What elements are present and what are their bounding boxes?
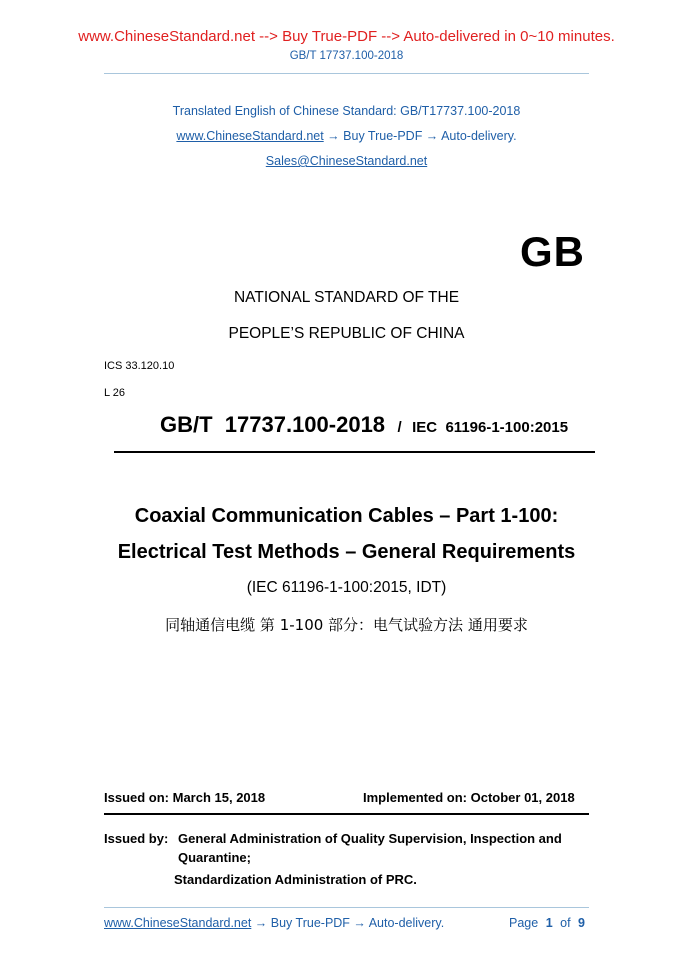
gb-logo: GB xyxy=(520,228,585,275)
standard-divider xyxy=(114,451,595,453)
standard-separator: / xyxy=(397,419,402,436)
page-label: Page xyxy=(509,916,539,930)
site-link[interactable]: www.ChineseStandard.net xyxy=(176,129,324,143)
ccs-code: L 26 xyxy=(104,387,126,399)
header-divider xyxy=(104,73,589,74)
issuer-org-2: Standardization Administration of PRC. xyxy=(174,872,417,887)
issuer-org-1-cont: Quarantine; xyxy=(178,850,251,865)
page-indicator xyxy=(509,916,585,930)
standard-number: GB/T 17737.100-2018 xyxy=(160,412,386,437)
iec-equivalent: IEC 61196-1-100:2015 xyxy=(412,419,569,436)
standard-number-line xyxy=(160,412,590,438)
ics-code: ICS 33.120.10 xyxy=(104,360,175,372)
footer-site-rest: → Buy True-PDF → Auto-delivery. xyxy=(251,916,445,930)
page-of: of xyxy=(560,916,571,930)
header-doc-code: GB/T 17737.100-2018 xyxy=(289,50,404,62)
site-line-rest: → Buy True-PDF → Auto-delivery. xyxy=(323,129,517,143)
site-line xyxy=(0,129,693,143)
translated-note: Translated English of Chinese Standard: GB/T17737.100-2018 xyxy=(172,104,521,118)
national-line-1: NATIONAL STANDARD OF THE xyxy=(233,289,460,306)
adoption-note: (IEC 61196-1-100:2015, IDT) xyxy=(246,579,447,596)
header-banner[interactable]: www.ChineseStandard.net --> Buy True-PDF --> Auto-delivered in 0~10 minutes. xyxy=(78,28,615,45)
email-line xyxy=(0,154,693,168)
title-line-2: Electrical Test Methods – General Requirements xyxy=(117,541,576,563)
chinese-title: 同轴通信电缆 第 1-100 部分：电气试验方法 通用要求 xyxy=(165,616,528,634)
dates-divider xyxy=(104,813,589,815)
page-current: 1 xyxy=(545,916,553,930)
implemented-date: Implemented on: October 01, 2018 xyxy=(363,790,575,805)
national-line-2: PEOPLE’S REPUBLIC OF CHINA xyxy=(228,325,465,342)
footer-divider xyxy=(104,907,589,908)
issued-date: Issued on: March 15, 2018 xyxy=(104,790,266,805)
email-link[interactable]: Sales@ChineseStandard.net xyxy=(265,154,428,168)
footer-site-link[interactable]: www.ChineseStandard.net xyxy=(104,916,252,930)
issued-by-label: Issued by: xyxy=(104,831,169,846)
footer-site-line xyxy=(104,916,444,930)
issuer-org-1: General Administration of Quality Supervision, Inspection and xyxy=(178,831,562,846)
title-line-1: Coaxial Communication Cables – Part 1-100: xyxy=(134,505,559,527)
page-total: 9 xyxy=(578,916,585,930)
